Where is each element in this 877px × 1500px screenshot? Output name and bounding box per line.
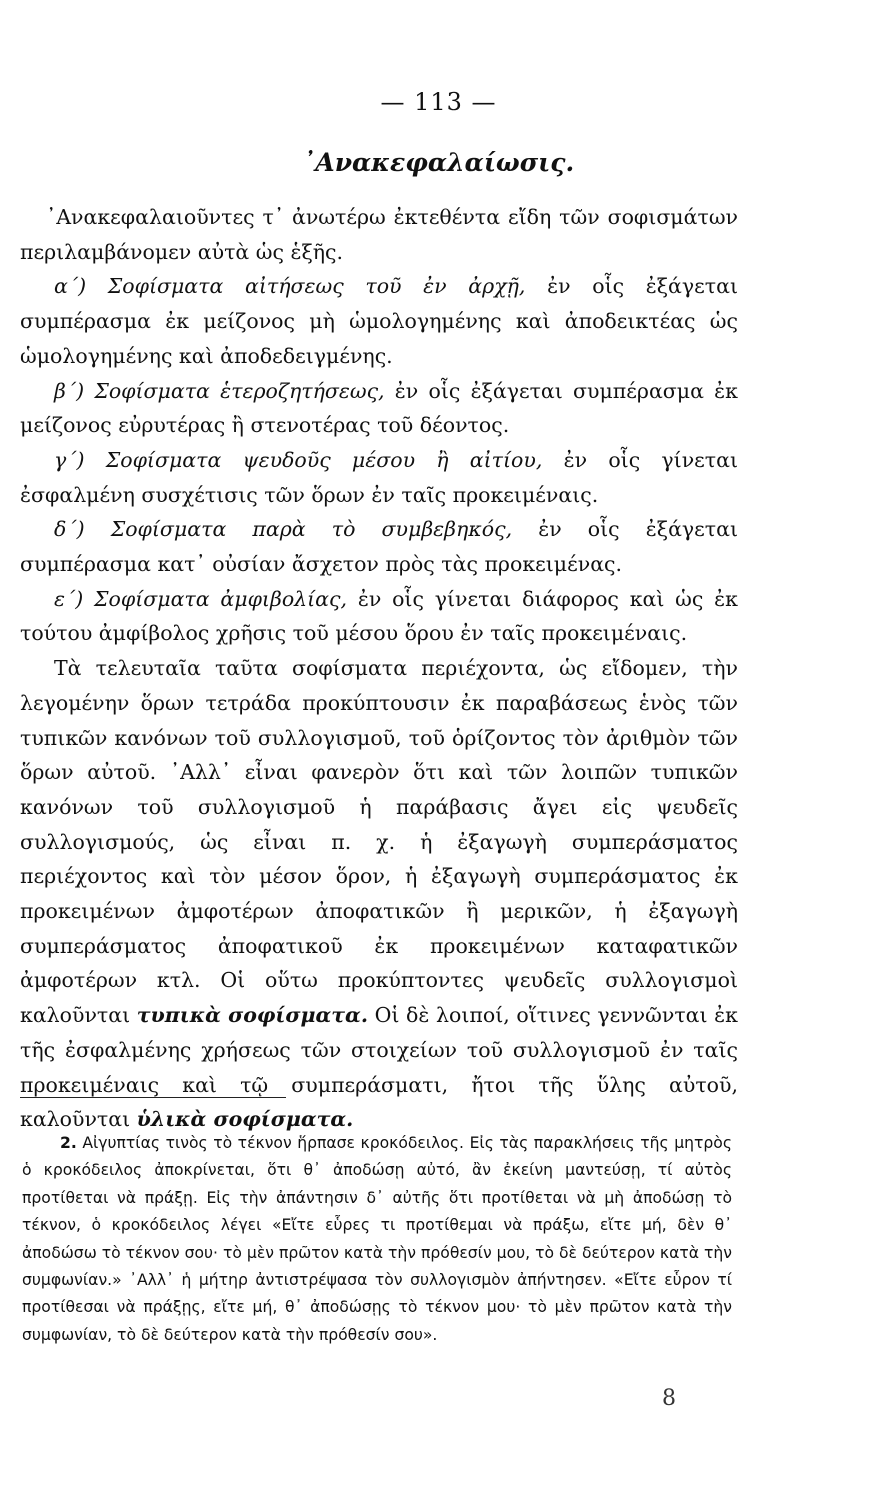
closing-text-part2: Οἱ δὲ λοιποί, οἵτινες γεννῶνται ἐκ τῆς ἐσφαλμένης χρήσεως τῶν στοιχείων τοῦ συλλογισμοῦ ἐν ταῖς προκειμέναις καὶ τῷ συμπεράσματι, ἤτοι τῆς ὕλης αὐτοῦ, καλοῦνται xyxy=(20,1003,738,1132)
list-item xyxy=(20,374,738,443)
item-label: γ´) Σοφίσματα ψευδοῦς μέσου ἢ αἰτίου, xyxy=(54,447,543,472)
footnote-number: 2. xyxy=(60,1134,77,1152)
intro-paragraph: ᾿Ανακεφαλαιοῦντες τ᾿ ἀνωτέρω ἐκτεθέντα εἴδη τῶν σοφισμάτων περιλαμβάνομεν αὐτὰ ὡς ἑξῆς. xyxy=(20,205,738,264)
term-material-sophisms: ὑλικὰ σοφίσματα. xyxy=(136,1107,354,1132)
list-item xyxy=(20,443,738,512)
list-item xyxy=(20,269,738,373)
page-number: — 113 — xyxy=(380,88,497,116)
item-text: ἐν οἷς ἐξάγεται συμπέρασμα ἐκ μείζονος εὐρυτέρας ἢ στενοτέρας τοῦ δέοντος. xyxy=(20,378,738,438)
list-item xyxy=(20,582,738,651)
list-item xyxy=(20,512,738,581)
closing-text-part1: Τὰ τελευταῖα ταῦτα σοφίσματα περιέχοντα, ὡς εἴδομεν, τὴν λεγομένην ὅρων τετράδα προκύπτουσιν ἐκ παραβάσεως ἑνὸς τῶν τυπικῶν κανόνων τοῦ συλλογισμοῦ, τοῦ ὁρίζοντος τὸν ἀριθμὸν τῶν ὅρων αὐτοῦ. ᾿Αλλ᾿ εἶναι φανερὸν ὅτι καὶ τῶν λοιπῶν τυπικῶν κανόνων τοῦ συλλογισμοῦ ἡ παράβασις ἄγει εἰς ψευδεῖς συλλογισμούς, ὡς εἶναι π. χ. ἡ ἐξαγωγὴ συμπεράσματος περιέχοντος καὶ τὸν μέσον ὅρον, ἡ ἐξαγωγὴ συμπεράσματος ἐκ προκειμένων ἀμφοτέρων ἀποφατικῶν ἢ μερικῶν, ἡ ἐξαγωγὴ συμπεράσματος ἀποφατικοῦ ἐκ προκειμένων καταφατικῶν ἀμφοτέρων κτλ. Οἱ οὕτω προκύπτοντες ψευδεῖς συλλογισμοὶ καλοῦνται xyxy=(20,656,738,1028)
item-label: β´) Σοφίσματα ἑτεροζητήσεως, xyxy=(54,378,385,403)
footnote-divider xyxy=(20,1097,286,1098)
signature-mark: 8 xyxy=(662,1386,676,1411)
term-formal-sophisms: τυπικὰ σοφίσματα. xyxy=(136,1003,368,1028)
item-text: ἐν οἷς γίνεται ἐσφαλμένη συσχέτισις τῶν ὅρων ἐν ταῖς προκειμέναις. xyxy=(20,447,739,507)
main-text xyxy=(20,200,738,1137)
section-heading: ᾿Ανακεφαλαίωσις. xyxy=(302,148,575,177)
item-label: α´) Σοφίσματα αἰτήσεως τοῦ ἐν ἀρχῇ, xyxy=(54,274,526,299)
item-text: ἐν οἷς γίνεται διάφορος καὶ ὡς ἐκ τούτου ἀμφίβολος χρῆσις τοῦ μέσου ὅρου ἐν ταῖς προκειμέναις. xyxy=(20,586,738,646)
footnote xyxy=(22,1130,732,1349)
item-label: δ´) Σοφίσματα παρὰ τὸ συμβεβηκός, xyxy=(54,517,513,542)
closing-paragraph xyxy=(20,651,738,1137)
item-text: ἐν οἷς ἐξάγεται συμπέρασμα ἐκ μείζονος μὴ ὡμολογημένης καὶ ἀποδεικτέας ὡς ὡμολογημένης καὶ ἀποδεδειγμένης. xyxy=(20,274,738,368)
item-label: ε´) Σοφίσματα ἀμφιβολίας, xyxy=(54,586,348,611)
footnote-text: Αἰγυπτίας τινὸς τὸ τέκνον ἥρπασε κροκόδειλος. Εἰς τὰς παρακλήσεις τῆς μητρὸς ὁ κροκόδειλος ἀποκρίνεται, ὅτι θ᾿ ἀποδώσῃ αὐτό, ἂν ἐκείνη μαντεύσῃ, τί αὐτὸς προτίθεται νὰ πράξῃ. Εἰς τὴν ἀπάντησιν δ᾿ αὐτῆς ὅτι προτίθεται νὰ μὴ ἀποδώσῃ τὸ τέκνον, ὁ κροκόδειλος λέγει «Εἴτε εὗρες τι προτίθεμαι νὰ πράξω, εἴτε μή, δὲν θ᾿ ἀποδώσω τὸ τέκνον σου· τὸ μὲν πρῶτον κατὰ τὴν πρόθεσίν μου, τὸ δὲ δεύτερον κατὰ τὴν συμφωνίαν.» ᾿Αλλ᾿ ἡ μήτηρ ἀντιστρέψασα τὸν συλλογισμὸν ἀπήντησεν. «Εἴτε εὗρον τί προτίθεσαι νὰ πράξῃς, εἴτε μή, θ᾿ ἀποδώσῃς τὸ τέκνον μου· τὸ μὲν πρῶτον κατὰ τὴν συμφωνίαν, τὸ δὲ δεύτερον κατὰ τὴν πρόθεσίν σου». xyxy=(22,1134,732,1344)
item-text: ἐν οἷς ἐξάγεται συμπέρασμα κατ᾿ οὐσίαν ἄσχετον πρὸς τὰς προκειμένας. xyxy=(20,517,739,577)
